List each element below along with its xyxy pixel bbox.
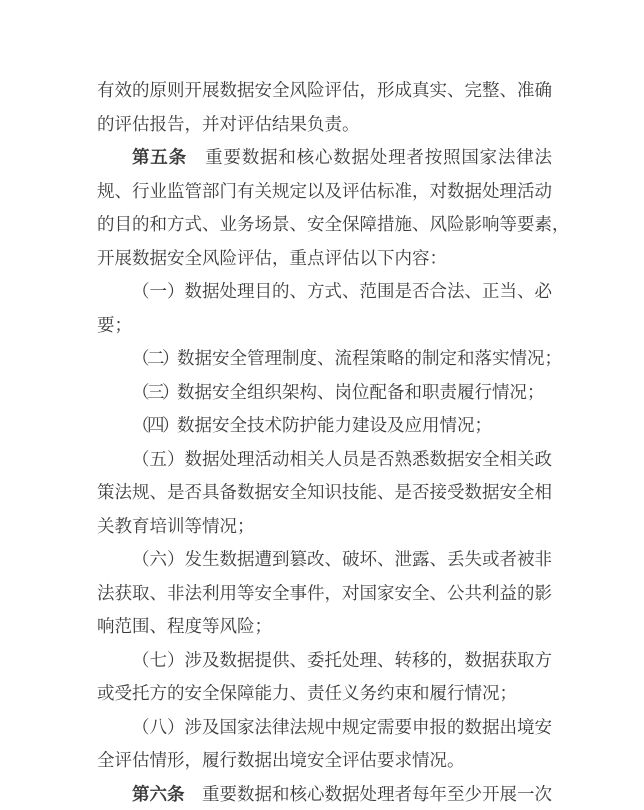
text-line: 第五条 重要数据和核心数据处理者按照国家法律法 [132, 148, 553, 168]
item-marker: （二） [132, 349, 177, 369]
text-line: 第六条 重要数据和核心数据处理者每年至少开展一次 [132, 784, 552, 805]
text-line: （七）涉及数据提供、委托处理、转移的，数据获取方 [132, 650, 552, 671]
text-line: 规、行业监管部门有关规定以及评估标准，对数据处理活动 [97, 181, 552, 202]
text-line: 响范围、程度等风险； [97, 617, 272, 637]
text-line: 全评估情形，履行数据出境安全评估要求情况。 [97, 751, 465, 771]
text-line: 的目的和方式、业务场景、安全保障措施、风险影响等要素， [97, 215, 570, 235]
text-line: 策法规、是否具备数据安全知识技能、是否接受数据安全相 [97, 483, 552, 503]
item-marker: （三） [132, 382, 177, 403]
text-line: 关教育培训等情况； [97, 516, 255, 537]
article-number: 第六条 [132, 784, 185, 805]
text-line: （二）数据安全管理制度、流程策略的制定和落实情况； [132, 349, 562, 369]
text-line: 法获取、非法利用等安全事件，对国家安全、公共利益的影 [97, 583, 552, 604]
text-line: 有效的原则开展数据安全风险评估，形成真实、完整、准确 [97, 81, 552, 101]
text-line: （三）数据安全组织架构、岗位配备和职责履行情况； [132, 382, 545, 403]
item-marker: （四） [132, 416, 177, 436]
text-line: 要； [97, 315, 132, 336]
document-text-block [97, 75, 570, 810]
text-line: 开展数据安全风险评估，重点评估以下内容： [97, 248, 447, 269]
text-line: （六）发生数据遭到篡改、破坏、泄露、丢失或者被非 [132, 550, 552, 570]
text-line: （一）数据处理目的、方式、范围是否合法、正当、必 [132, 282, 552, 302]
text-line: （八）涉及国家法律法规中规定需要申报的数据出境安 [132, 717, 552, 738]
text-line: （五）数据处理活动相关人员是否熟悉数据安全相关政 [132, 449, 552, 470]
text-line: （四）数据安全技术防护能力建设及应用情况； [132, 416, 492, 436]
text-line: 的评估报告，并对评估结果负责。 [97, 114, 360, 135]
text-line: 或受托方的安全保障能力、责任义务约束和履行情况； [97, 684, 517, 704]
article-number: 第五条 [132, 148, 187, 168]
